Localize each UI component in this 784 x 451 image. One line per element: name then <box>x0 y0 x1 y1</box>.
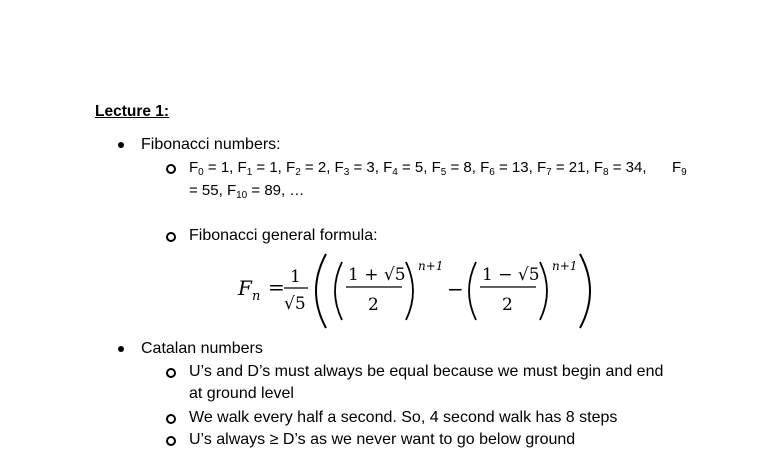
sub-bullet-catalan-2 <box>166 414 176 424</box>
fibonacci-sequence-wrap-term: $F_9$ <box>672 159 687 178</box>
catalan-item-3: U’s always ≥ D’s as we never want to go below ground <box>189 431 576 448</box>
formula-term1-close-paren <box>406 262 413 320</box>
formula-label: Fibonacci general formula: <box>189 227 378 244</box>
formula-term2-num: 1 − √5 <box>482 265 540 285</box>
sequence-term: $F_7 = 21$, <box>536 159 594 178</box>
formula-coef-num: 1 <box>290 267 301 287</box>
formula-coef-den: √5 <box>284 294 306 314</box>
fibonacci-sequence-line1 <box>189 157 647 179</box>
formula-term1-num: 1 + √5 <box>348 265 406 285</box>
formula-lhs: F <box>238 276 252 300</box>
formula-minus: − <box>447 277 464 301</box>
bullet-catalan <box>118 346 124 352</box>
formula-term2-den: 2 <box>502 295 513 315</box>
sub-bullet-catalan-1 <box>166 368 176 378</box>
sequence-term: $F_1 = 1$, <box>237 159 287 178</box>
sub-bullet-sequence <box>166 164 176 174</box>
formula-lhs-sub: n <box>252 289 261 304</box>
bullet-fibonacci <box>118 142 124 148</box>
sub-bullet-formula <box>166 232 176 242</box>
fibonacci-formula <box>230 252 600 330</box>
catalan-item-2: We walk every half a second. So, 4 second walk has 8 steps <box>189 409 618 426</box>
catalan-item-1: U’s and D’s must always be equal because we must begin and end <box>189 363 664 380</box>
seq-wrap-sub: 9 <box>681 167 687 178</box>
fibonacci-sequence-line2 <box>189 180 304 202</box>
formula-term2-close-paren <box>540 262 547 320</box>
fibonacci-title: Fibonacci numbers: <box>141 136 281 153</box>
sequence-term: $F_0 = 1$, <box>189 159 238 178</box>
formula-term1-den: 2 <box>368 295 379 315</box>
sequence-term: $F_5 = 8$, <box>431 159 481 178</box>
formula-term2-open-paren <box>469 262 476 320</box>
sequence-term: $F_8 = 34$, <box>593 159 647 178</box>
seq-line2-value: = 55, F <box>189 182 237 199</box>
sequence-term: $F_3 = 3$, <box>334 159 384 178</box>
sequence-term: $F_2 = 2$, <box>286 159 335 178</box>
formula-exponent-1: n+1 <box>418 259 444 273</box>
lecture-heading: Lecture 1: <box>95 103 170 120</box>
catalan-title: Catalan numbers <box>141 340 263 357</box>
formula-outer-open-paren <box>316 254 326 328</box>
formula-equals: = <box>268 275 285 299</box>
formula-term1-open-paren <box>335 262 342 320</box>
sub-bullet-catalan-3 <box>166 436 176 446</box>
formula-exponent-2: n+1 <box>552 259 578 273</box>
seq-line2-sub: 10 <box>236 190 248 201</box>
formula-outer-close-paren <box>580 254 590 328</box>
seq-line2-tail: = 89, … <box>247 182 305 199</box>
sequence-term: $F_4 = 5$, <box>383 159 432 178</box>
sequence-term: $F_6 = 13$, <box>480 159 537 178</box>
catalan-item-1-cont: at ground level <box>189 385 294 402</box>
